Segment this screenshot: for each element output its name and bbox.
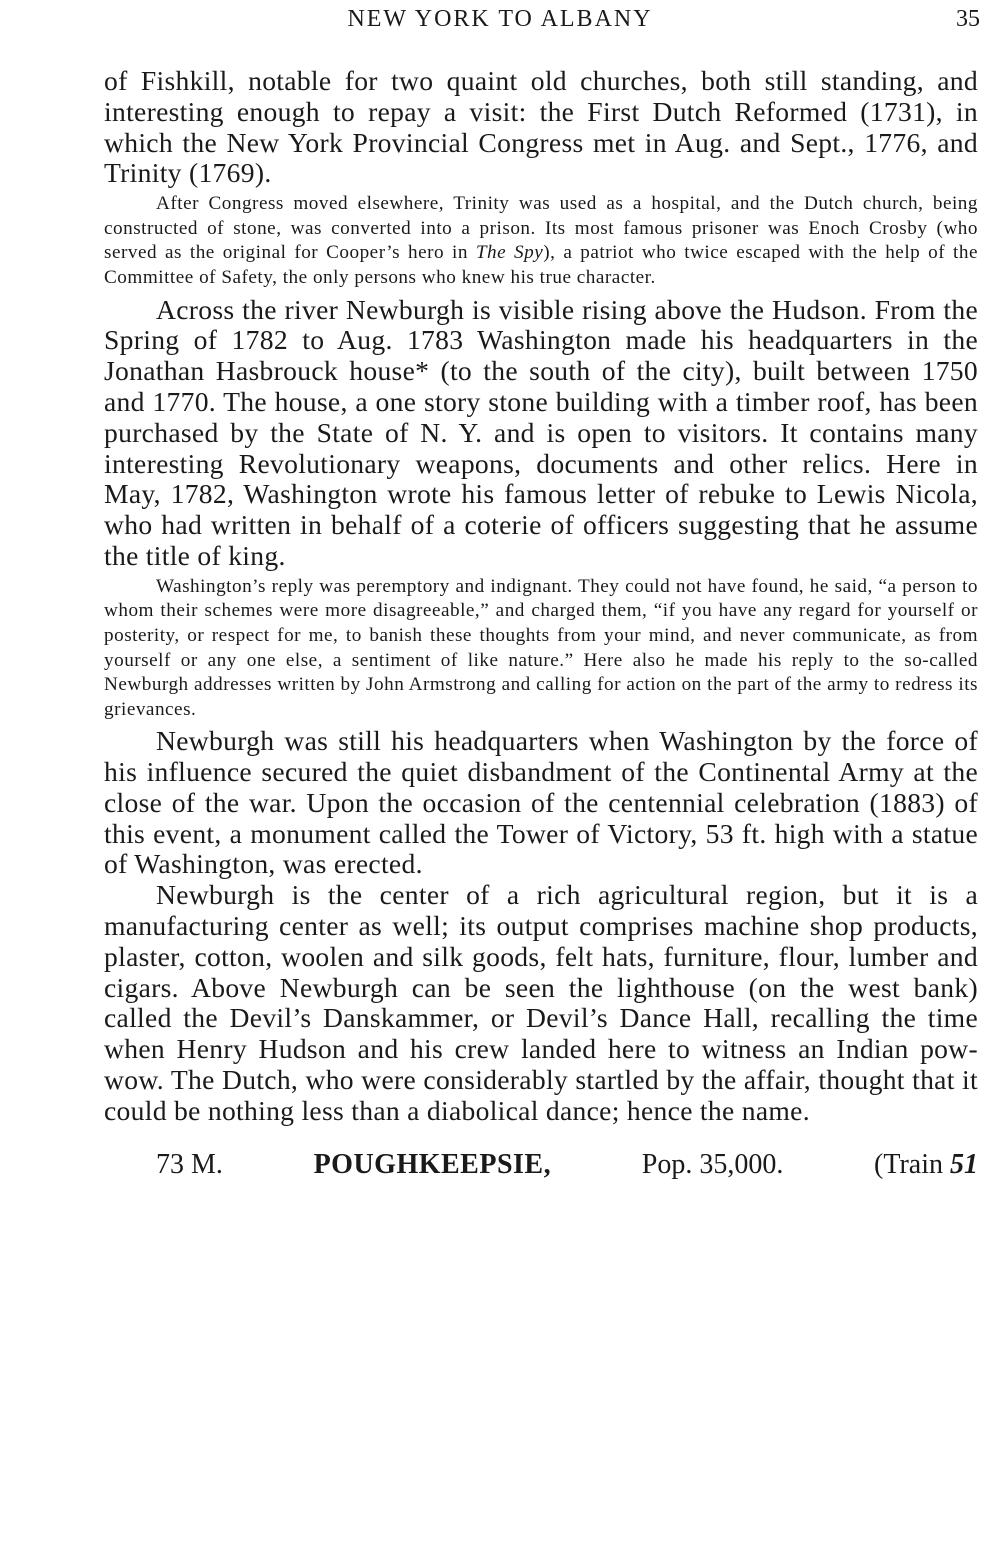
running-head-title: NEW YORK TO ALBANY [347,6,653,32]
train-number: 51 [949,1148,978,1180]
book-title-the-spy: The Spy [475,242,544,264]
paragraph-newburgh-headquarters: Across the river Newburgh is visible rising above the Hudson. From the Spring of 1782 to Aug. 1783 Washington made his headquarters in the Jonathan Hasbrouck house* (to the south of the city), built between 1750 and 1770. The house, a one story stone building with a timber roof, has been purchased by the State of N. Y. and is open to visitors. It contains many interesting Revolutionary weapons, documents and other relics. Here in May, 1782, Washington wrote his famous letter of rebuke to Lewis Nicola, who had written in behalf of a coterie of officers suggesting that he assume the title of king. [104,293,978,571]
running-head [0,6,1000,36]
paragraph-continental-army: Newburgh was still his headquarters when Washington by the force of his influence secured the quiet disbandment of the Continental Army at the close of the war. Upon the occasion of the centennial celebration (1883) of this event, a monument called the Tower of Victory, 53 ft. high with a statue of Washington, was erected. [104,725,978,880]
paragraph-fishkill: of Fishkill, notable for two quaint old churches, both still standing, and interesting enough to repay a visit: the First Dutch Reformed (1731), in which the New York Provincial Congress met in Aug. and Sept., 1776, and Trinity (1769). [104,65,978,189]
note-trinity-prison [104,192,978,290]
page-number: 35 [956,6,980,32]
note-washington-reply: Washington’s reply was peremptory and indignant. They could not have found, he said, “a person to whom their schemes were more disagreeable,” and charged them, “if you have any regard for yourself or posterity, or respect for me, to banish these thoughts from your mind, and never communicate, as from yourself or any one else, a sentiment of like nature.” Here also he made his reply to the so-called Newburgh addresses written by John Armstrong and calling for action on the part of the army to redress its grievances. [104,575,978,720]
note-trinity-text-b: ), a patriot who twice escaped with the help of the Committee of Safety, the only persons who knew his true character. [104,242,978,288]
train-reference [874,1149,978,1181]
note-trinity-text-a: After Congress moved elsewhere, Trinity was used as a hospital, and the Dutch church, being constructed of stone, was converted into a prison. Its most famous prisoner was Enoch Crosby (who served as the original for Cooper’s hero in [104,193,978,264]
paragraph-newburgh-industry: Newburgh is the center of a rich agricultural region, but it is a manufacturing center as well; its output comprises machine shop products, plaster, cotton, woolen and silk goods, felt hats, furniture, flour, lumber and cigars. Above Newburgh can be seen the lighthouse (on the west bank) called the Devil’s Danskammer, or Devil’s Dance Hall, recalling the time when Henry Hudson and his crew landed here to witness an Indian pow-wow. The Dutch, who were considerably startled by the affair, thought that it could be nothing less than a diabolical dance; hence the name. [104,879,978,1126]
station-entry-poughkeepsie [104,1149,978,1181]
station-name: POUGHKEEPSIE, [313,1148,552,1180]
station-population: Pop. 35,000. [641,1148,784,1180]
station-mileage: 73 M. [156,1148,223,1180]
body-text [104,66,978,1181]
train-label: (Train [874,1148,943,1180]
